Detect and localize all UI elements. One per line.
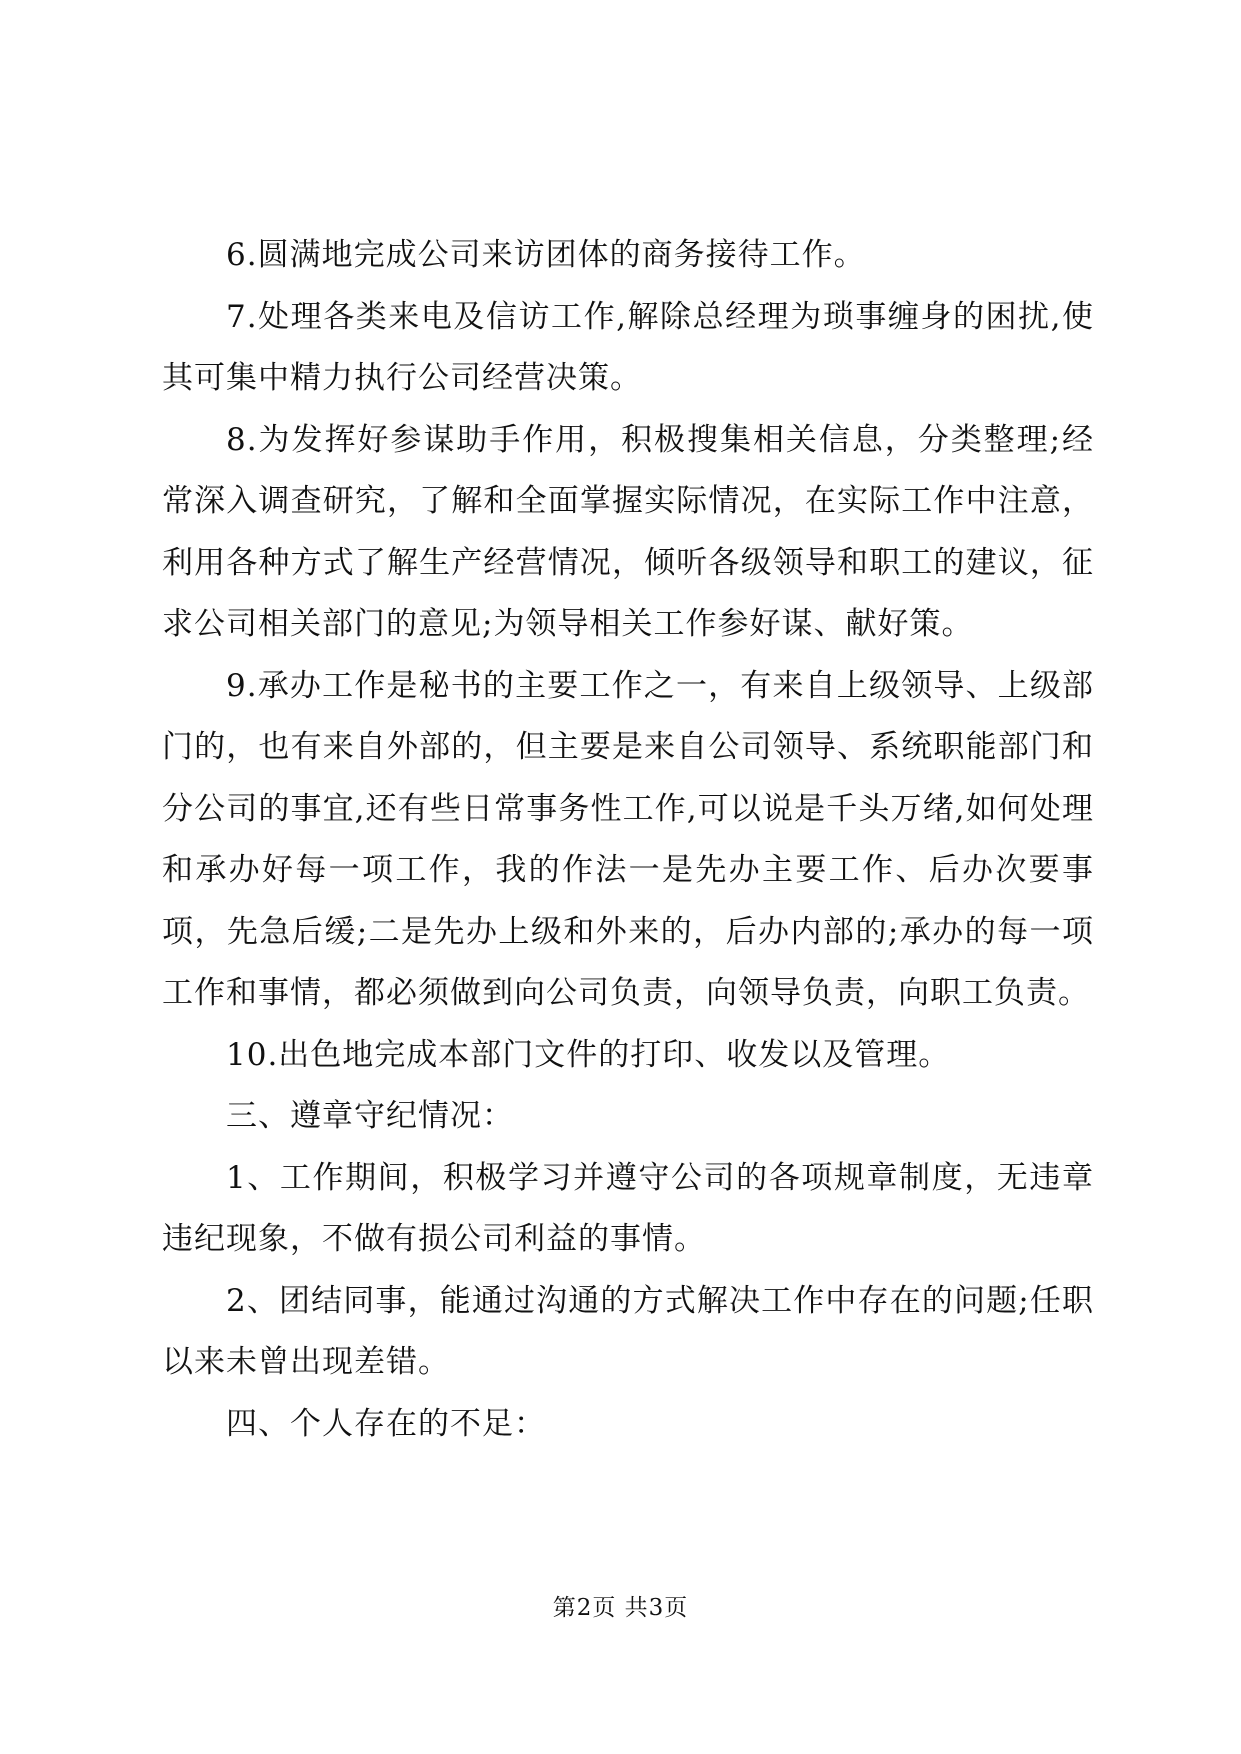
document-body: [162, 225, 1094, 1455]
paragraph-item-9: 9.承办工作是秘书的主要工作之一，有来自上级领导、上级部门的，也有来自外部的，但主要是来自公司领导、系统职能部门和分公司的事宜,还有些日常事务性工作,可以说是千头万绪,如何处理和承办好每一项工作，我的作法一是先办主要工作、后办次要事项，先急后缓;二是先办上级和外来的，后办内部的;承办的每一项工作和事情，都必须做到向公司负责，向领导负责，向职工负责。: [162, 667, 1094, 1011]
paragraph-item-8: 8.为发挥好参谋助手作用，积极搜集相关信息，分类整理;经常深入调查研究，了解和全面掌握实际情况，在实际工作中注意，利用各种方式了解生产经营情况，倾听各级领导和职工的建议，征求公司相关部门的意见;为领导相关工作参好谋、献好策。: [162, 421, 1094, 642]
section-4-heading: 四、个人存在的不足：: [226, 1405, 546, 1442]
section-3-heading: 三、遵章守纪情况：: [226, 1098, 514, 1134]
paragraph-item-7: 7.处理各类来电及信访工作,解除总经理为琐事缠身的困扰,使其可集中精力执行公司经营决策。: [162, 298, 1094, 396]
paragraph-section-3-item-1: 1、工作期间，积极学习并遵守公司的各项规章制度，无违章违纪现象，不做有损公司利益的事情。: [162, 1159, 1094, 1257]
page-number-footer: 第2页 共3页: [552, 1595, 689, 1621]
paragraph-section-3-item-2: 2、团结同事，能通过沟通的方式解决工作中存在的问题;任职以来未曾出现差错。: [162, 1282, 1094, 1380]
paragraph-item-10: 10.出色地完成本部门文件的打印、收发以及管理。: [226, 1036, 951, 1073]
paragraph-item-6: 6.圆满地完成公司来访团体的商务接待工作。: [226, 237, 866, 273]
